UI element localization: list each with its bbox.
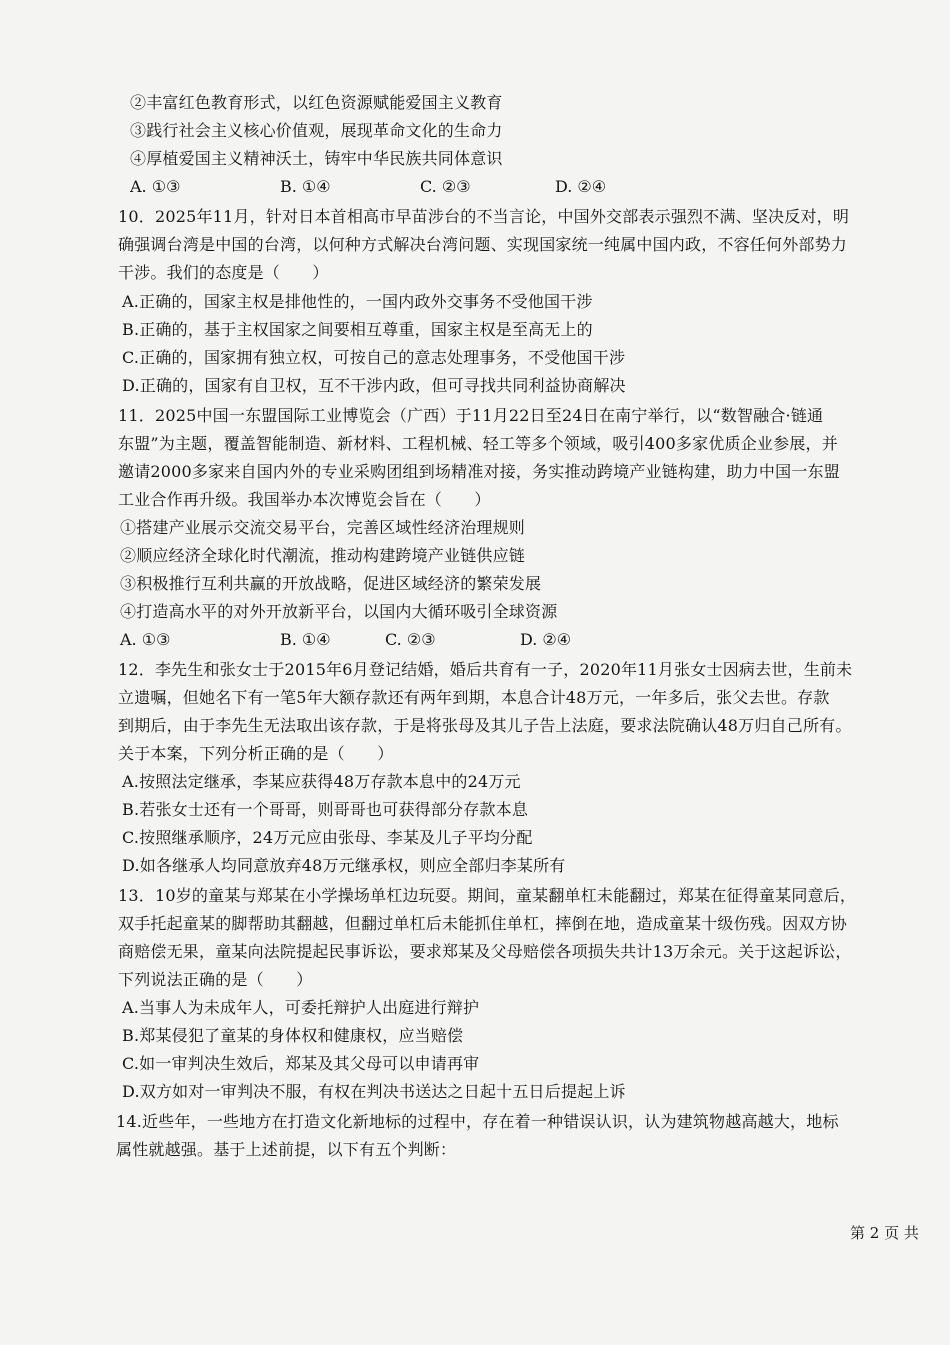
q11-option-b: B. ①④ xyxy=(280,630,331,649)
q10-option-a: A.正确的，国家主权是排他性的，一国内政外交事务不受他国干涉 xyxy=(122,292,593,311)
q11-statement-1: ①搭建产业展示交流交易平台，完善区域性经济治理规则 xyxy=(120,518,526,537)
q10-stem-line-2: 确强调台湾是中国的台湾，以何种方式解决台湾问题、实现国家统一纯属中国内政，不容任何外部势力 xyxy=(118,235,848,254)
q12-stem-line-2: 立遗嘱，但她名下有一笔5年大额存款还有两年到期，本息合计48万元，一年多后，张父去世。存款 xyxy=(118,688,830,707)
q13-stem-line-2: 双手托起童某的脚帮助其翻越，但翻过单杠后未能抓住单杠，摔倒在地，造成童某十级伤残。因双方协 xyxy=(118,914,848,933)
q11-option-c: C. ②③ xyxy=(385,630,436,649)
q13-option-a: A.当事人为未成年人，可委托辩护人出庭进行辩护 xyxy=(122,998,480,1017)
q11-stem-line-2: 东盟”为主题，覆盖智能制造、新材料、工程机械、轻工等多个领域，吸引400多家优质企业参展，并 xyxy=(118,434,838,453)
q14-stem-line-2: 属性就越强。基于上述前提，以下有五个判断： xyxy=(116,1140,457,1159)
q11-statement-2: ②顺应经济全球化时代潮流，推动构建跨境产业链供应链 xyxy=(120,546,526,565)
q11-option-a: A. ①③ xyxy=(120,630,171,649)
q13-stem-line-4: 下列说法正确的是（ ） xyxy=(118,970,313,989)
q13-option-b: B.郑某侵犯了童某的身体权和健康权，应当赔偿 xyxy=(122,1026,464,1045)
q9-option-a: A. ①③ xyxy=(130,177,181,196)
q11-stem-line-1: 11．2025中国一东盟国际工业博览会（广西）于11月22日至24日在南宁举行，以“数智融合·链通 xyxy=(118,406,824,425)
q12-option-d: D.如各继承人均同意放弃48万元继承权，则应全部归李某所有 xyxy=(122,856,566,875)
q10-option-c: C.正确的，国家拥有独立权，可按自己的意志处理事务，不受他国干涉 xyxy=(122,348,626,367)
q12-option-a: A.按照法定继承，李某应获得48万存款本息中的24万元 xyxy=(122,772,521,791)
q9-option-d: D. ②④ xyxy=(555,177,607,196)
q13-option-d: D.双方如对一审判决不服，有权在判决书送达之日起十五日后提起上诉 xyxy=(122,1082,626,1101)
q10-option-d: D.正确的，国家有自卫权，互不干涉内政，但可寻找共同利益协商解决 xyxy=(122,376,626,395)
q9-options xyxy=(130,176,630,198)
q12-option-c: C.按照继承顺序，24万元应由张母、李某及儿子平均分配 xyxy=(122,828,533,847)
page-number: 第 2 页 共 xyxy=(850,1224,919,1242)
q13-option-c: C.如一审判决生效后，郑某及其父母可以申请再审 xyxy=(122,1054,480,1073)
q13-stem-line-3: 商赔偿无果，童某向法院提起民事诉讼，要求郑某及父母赔偿各项损失共计13万余元。关于这起诉讼， xyxy=(118,942,852,961)
q12-option-b: B.若张女士还有一个哥哥，则哥哥也可获得部分存款本息 xyxy=(122,800,529,819)
q9-statement-3: ③践行社会主义核心价值观，展现革命文化的生命力 xyxy=(130,121,503,140)
q12-stem-line-3: 到期后，由于李先生无法取出该存款，于是将张母及其儿子告上法庭，要求法院确认48万归自己所有。 xyxy=(118,716,852,735)
q9-option-c: C. ②③ xyxy=(420,177,471,196)
q14-stem-line-1: 14.近些年，一些地方在打造文化新地标的过程中，存在着一种错误认识，认为建筑物越高越大，地标 xyxy=(116,1112,839,1131)
q13-stem-line-1: 13．10岁的童某与郑某在小学操场单杠边玩耍。期间，童某翻单杠未能翻过，郑某在征得童某同意后， xyxy=(118,886,857,905)
q9-statement-4: ④厚植爱国主义精神沃土，铸牢中华民族共同体意识 xyxy=(130,149,503,168)
q11-statement-4: ④打造高水平的对外开放新平台，以国内大循环吸引全球资源 xyxy=(120,602,558,621)
q10-stem-line-1: 10．2025年11月，针对日本首相高市早苗涉台的不当言论，中国外交部表示强烈不满、坚决反对，明 xyxy=(118,207,850,226)
q9-statement-2: ②丰富红色教育形式，以红色资源赋能爱国主义教育 xyxy=(130,93,503,112)
q9-option-b: B. ①④ xyxy=(280,177,331,196)
q11-stem-line-3: 邀请2000多家来自国内外的专业采购团组到场精准对接，务实推动跨境产业链构建，助力中国一东盟 xyxy=(118,462,840,481)
q11-option-d: D. ②④ xyxy=(520,630,572,649)
q10-option-b: B.正确的，基于主权国家之间要相互尊重，国家主权是至高无上的 xyxy=(122,320,593,339)
q11-stem-line-4: 工业合作再升级。我国举办本次博览会旨在（ ） xyxy=(118,490,491,509)
q11-statement-3: ③积极推行互利共赢的开放战略，促进区域经济的繁荣发展 xyxy=(120,574,542,593)
q10-stem-line-3: 干涉。我们的态度是（ ） xyxy=(118,263,329,282)
q12-stem-line-1: 12．李先生和张女士于2015年6月登记结婚，婚后共育有一子，2020年11月张女士因病去世，生前未 xyxy=(118,660,853,679)
q12-stem-line-4: 关于本案，下列分析正确的是（ ） xyxy=(118,744,394,763)
q11-options xyxy=(120,629,620,651)
